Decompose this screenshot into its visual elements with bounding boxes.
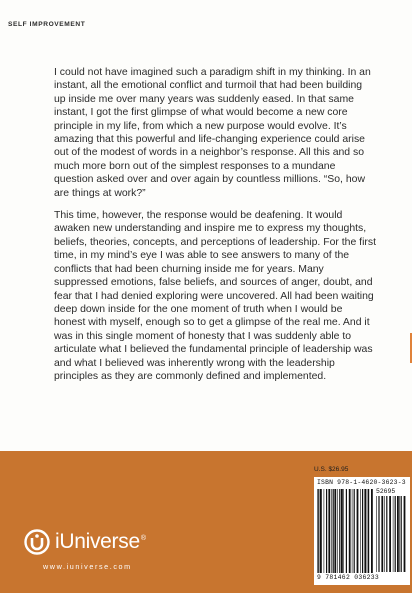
barcode-digits: 9 781462 036233	[317, 574, 380, 581]
category-label: SELF IMPROVEMENT	[8, 21, 86, 28]
edge-accent-mark	[406, 333, 412, 363]
blurb-text	[54, 66, 376, 392]
publisher-logo	[24, 528, 146, 556]
ean-barcode	[317, 489, 375, 573]
blurb-paragraph-2: This time, however, the response would be deafening. It would awaken new understanding and inspire me to express my thoughts, beliefs, theories, concepts, and perceptions of leadership. For the first time, in my mind’s eye I was able to see answers to many of the conflicts that had been churning inside me for years. Many suppressed emotions, false beliefs, and sources of anger, doubt, and fear that I had denied exploring were uncovered. All had been waiting deep down inside for the one moment of truth when I would be honest with myself, enough so to get a glimpse of the real me. And it was in this single moment of honesty that I was suddenly able to articulate what I believed the fundamental principle of leadership was and what I believed was inherently wrong with the leadership principles as they are commonly defined and implemented.	[54, 210, 376, 382]
publisher-name: iUniverse®	[55, 530, 146, 553]
isbn-barcode-box	[314, 477, 410, 585]
price-addon-number: 52695	[376, 488, 396, 495]
isbn-label: ISBN 978-1-4620-3623-3	[317, 479, 406, 486]
addon-barcode	[376, 496, 406, 572]
publisher-logo-icon	[24, 529, 50, 555]
price-label: U.S. $26.95	[314, 466, 349, 473]
blurb-paragraph-1: I could not have imagined such a paradigm shift in my thinking. In an instant, all the emotional conflict and turmoil that had been building up inside me over many years was suddenly eased. In that same instant, I got the first glimpse of what would become a new core principle in my life, from which a new purpose would evolve. It’s amazing that this powerful and life-changing experience could arise out of the modest of words in a neighbor’s response. All this and so much more born out of the simplest responses to a mundane question asked over and over again by countless millions. “So, how are things at work?”	[54, 67, 371, 199]
publisher-url: www.iuniverse.com	[43, 562, 132, 571]
